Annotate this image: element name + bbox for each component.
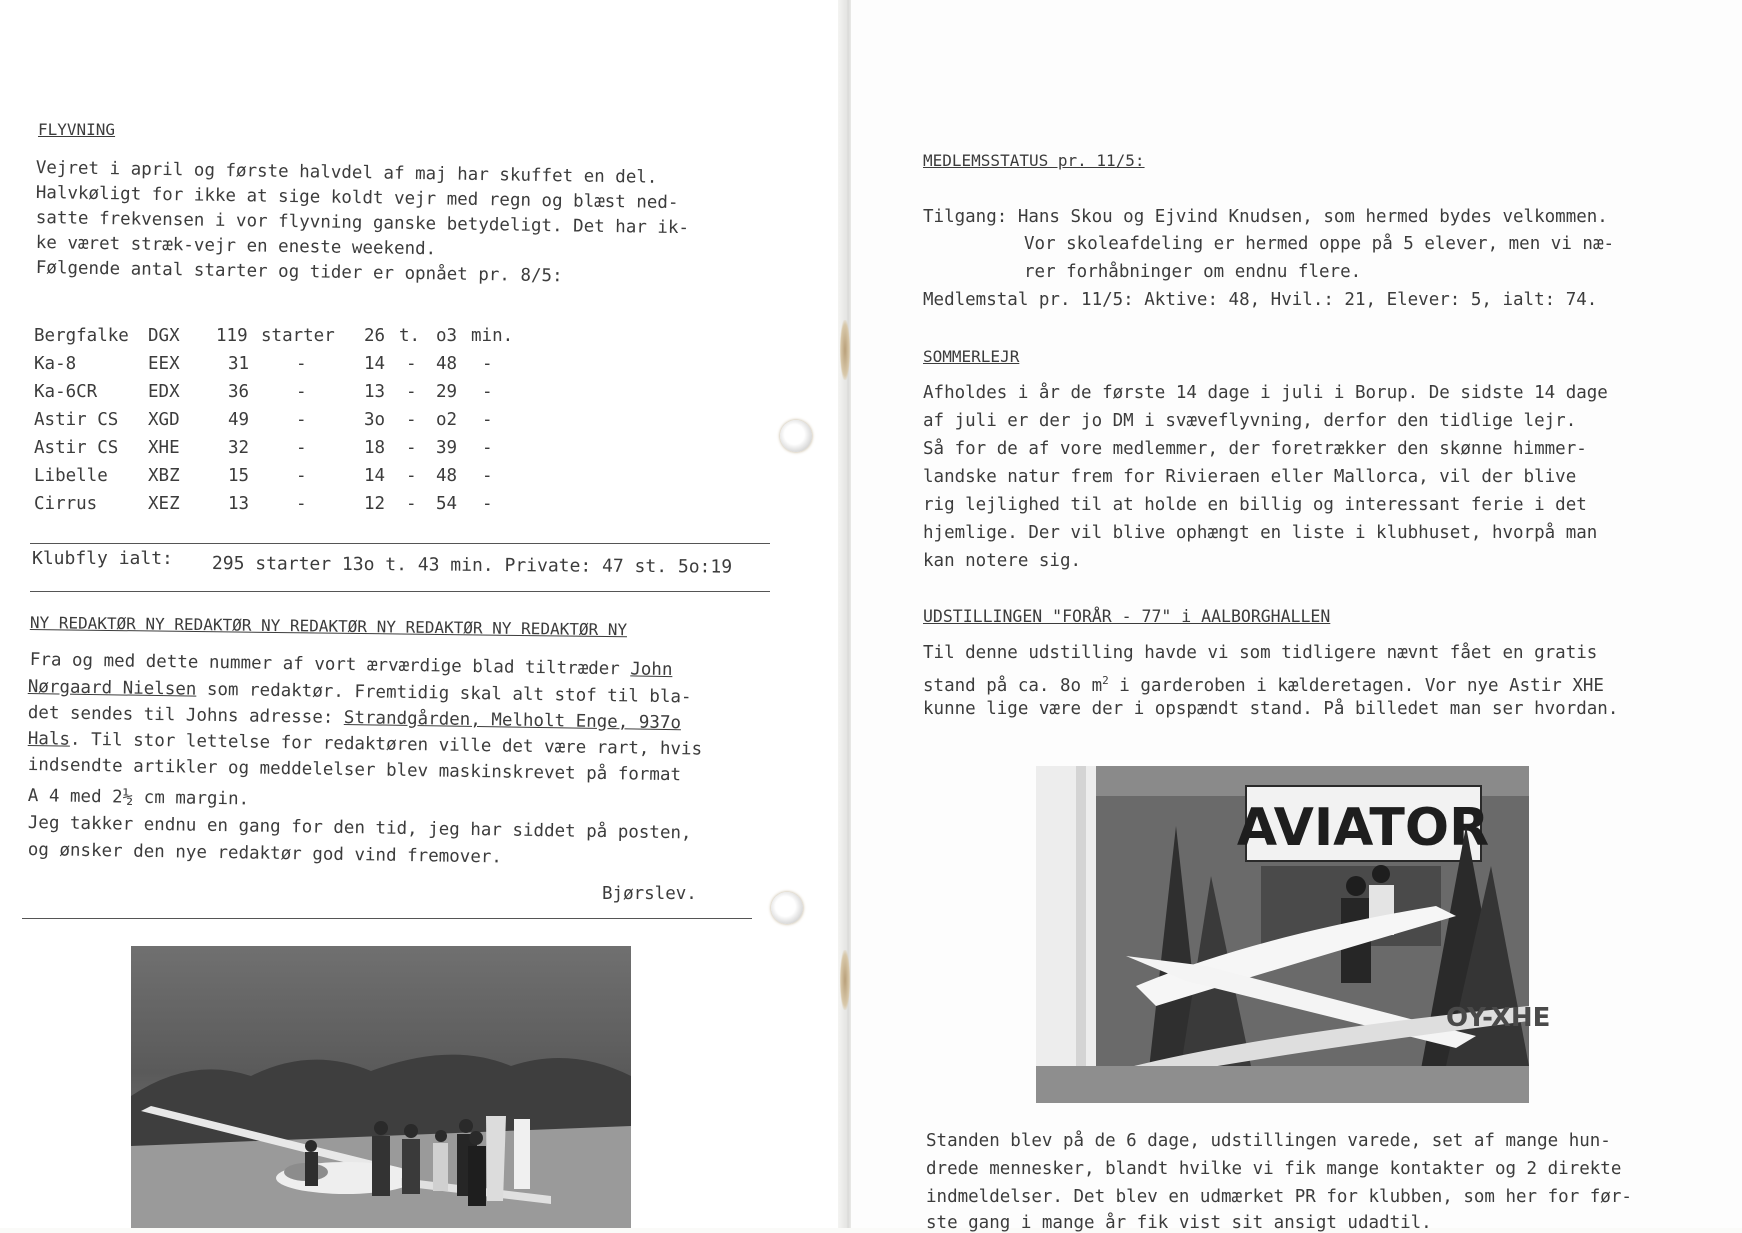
redaktor-line: indsendte artikler og meddelelser blev maskinskrevet på format [27, 755, 682, 786]
sommer-line: rig lejlighed til at holde en billig og interessant ferie i det [923, 495, 1587, 515]
medlem-line: rer forhåbninger om endnu flere. [1024, 262, 1362, 282]
text-run: cm margin. [133, 787, 250, 810]
section-divider [22, 918, 752, 919]
exhibition-illustration [1036, 766, 1551, 1103]
ditto-dash: - [296, 382, 307, 402]
ditto-dash: - [296, 410, 307, 430]
hours-value: 18 [364, 438, 386, 458]
fraction: ½ [122, 787, 134, 808]
glider-field-illustration [131, 946, 631, 1228]
udstilling-line: kunne lige være der i opspændt stand. På billedet man ser hvordan. [923, 699, 1619, 719]
hours-value: 12 [364, 494, 386, 514]
medlem-line: Medlemstal pr. 11/5: Aktive: 48, Hvil.: 21, Elever: 5, ialt: 74. [923, 290, 1598, 310]
hours-value: 13 [364, 382, 386, 402]
punch-hole [771, 892, 803, 924]
exhibition-photo [1036, 766, 1551, 1103]
klubfly-label: Klubfly ialt: [32, 548, 173, 569]
hours-value: 3o [364, 410, 386, 430]
redaktor-line [28, 703, 681, 733]
redaktor-line: Jeg takker endnu en gang for den tid, jeg har siddet på posten, [27, 813, 692, 844]
hours-value: 14 [364, 354, 386, 374]
medlem-heading: MEDLEMSSTATUS pr. 11/5: [923, 151, 1145, 170]
flight-stats-row [34, 406, 493, 434]
minutes-value: 54 [436, 494, 458, 514]
punch-hole [780, 420, 812, 452]
starts-value: 119 [216, 326, 248, 346]
redaktor-line: og ønsker den nye redaktør god vind fremover. [27, 840, 503, 868]
sommer-heading: SOMMERLEJR [923, 347, 1020, 366]
ditto-dash: - [406, 354, 417, 374]
ditto-dash: - [406, 410, 417, 430]
standen-line: indmeldelser. Det blev en udmærket PR for klubben, som her for før- [926, 1187, 1632, 1207]
minutes-value: 48 [436, 466, 458, 486]
flyvning-line: satte frekvensen i vor flyvning ganske betydeligt. Det har ik- [35, 208, 690, 239]
ditto-dash: - [482, 494, 493, 514]
klubfly-total: 295 starter 13o t. 43 min. Private: 47 st. 5o:19 [211, 553, 733, 578]
standen-line: Standen blev på de 6 dage, udstillingen varede, set af mange hun- [926, 1131, 1611, 1151]
ditto-dash: - [296, 438, 307, 458]
udstilling-line [923, 671, 1604, 696]
udstilling-line: Til denne udstilling havde vi som tidligere nævnt fået en gratis [923, 643, 1598, 663]
flyvning-line: Følgende antal starter og tider er opnået pr. 8/5: [35, 258, 563, 287]
starts-value: 13 [228, 494, 250, 514]
starts-value: 32 [228, 438, 250, 458]
minutes-value: o2 [436, 410, 458, 430]
glider-reg: XBZ [148, 466, 180, 486]
text-run: som redaktør. Fremtidig skal alt stof til bla- [196, 679, 692, 708]
sommer-line: kan notere sig. [923, 551, 1082, 571]
editor-name: Nørgaard Nielsen [27, 677, 197, 700]
flight-stats-row [34, 462, 493, 490]
section-divider [30, 591, 770, 592]
starts-value: 36 [228, 382, 250, 402]
sommer-line: Så for de af vore medlemmer, der foretrækker den skønne himmer- [923, 439, 1587, 459]
glider-type: Libelle [34, 466, 108, 486]
starts-value: 15 [228, 466, 250, 486]
ditto-dash: - [406, 382, 417, 402]
superscript: 2 [1102, 674, 1109, 687]
signature: Bjørslev. [602, 884, 697, 904]
ditto-dash: - [482, 354, 493, 374]
ditto-dash: - [482, 382, 493, 402]
glider-reg: EDX [148, 382, 180, 402]
ditto-dash: - [296, 494, 307, 514]
ditto-dash: - [296, 466, 307, 486]
binding-stain [840, 950, 850, 1010]
glider-type: Astir CS [34, 410, 119, 430]
flight-stats-row [34, 322, 514, 350]
redaktor-line [28, 677, 692, 707]
right-page [851, 0, 1742, 1233]
medlem-line: Vor skoleafdeling er hermed oppe på 5 elever, men vi næ- [1024, 234, 1615, 254]
minutes-value: 48 [436, 354, 458, 374]
sommer-line: hjemlige. Der vil blive ophængt en liste i klubhuset, hvorpå man [923, 523, 1598, 543]
redaktor-heading: NY REDAKTØR NY REDAKTØR NY REDAKTØR NY REDAKTØR NY REDAKTØR NY [29, 613, 628, 640]
hours-value: 14 [364, 466, 386, 486]
text-run: . Til stor lettelse for redaktøren ville det være rart, hvis [69, 729, 703, 760]
glider-reg: XGD [148, 410, 180, 430]
hours-value: 26 [364, 326, 386, 346]
text-run: Fra og med dette nummer af vort ærværdige blad tiltræder [29, 650, 631, 680]
flyvning-heading: FLYVNING [38, 120, 116, 139]
udstilling-heading: UDSTILLINGEN "FORÅR - 77" i AALBORGHALLEN [923, 607, 1331, 626]
standen-line: ste gang i mange år fik vist sit ansigt udadtil. [926, 1213, 1432, 1233]
medlem-line: Tilgang: Hans Skou og Ejvind Knudsen, som hermed bydes velkommen. [923, 207, 1608, 227]
glider-field-photo [131, 946, 631, 1228]
binding-stain [840, 320, 850, 380]
flyvning-line: ke været stræk-vejr en eneste weekend. [35, 233, 437, 260]
sommer-line: af juli er der jo DM i svæveflyvning, derfor den tidlige lejr. [923, 411, 1577, 431]
ditto-dash: - [482, 466, 493, 486]
flight-stats-row [34, 434, 493, 462]
editor-address: Strandgården, Melholt Enge, 937o [343, 707, 682, 734]
flyvning-line: Vejret i april og første halvdel af maj har skuffet en del. [35, 158, 658, 188]
flyvning-line: Halvkøligt for ikke at sige koldt vejr med regn og blæst ned- [35, 183, 679, 214]
ditto-dash: - [406, 466, 417, 486]
glider-registration: OY-XHE [1446, 1003, 1551, 1033]
glider-reg: EEX [148, 354, 180, 374]
minutes-value: o3 [436, 326, 458, 346]
redaktor-line [30, 650, 673, 680]
starts-label: starter [261, 326, 335, 346]
flight-stats-row [34, 490, 493, 518]
redaktor-line [28, 786, 250, 809]
editor-address: Hals [27, 729, 71, 750]
glider-reg: XEZ [148, 494, 180, 514]
glider-type: Astir CS [34, 438, 119, 458]
starts-value: 31 [228, 354, 250, 374]
text-run: i garderoben i kælderetagen. Vor nye Astir XHE [1108, 675, 1604, 696]
editor-name: John [630, 659, 673, 681]
ditto-dash: - [482, 438, 493, 458]
sommer-line: Afholdes i år de første 14 dage i juli i Borup. De sidste 14 dage [923, 383, 1608, 403]
redaktor-line [28, 729, 703, 760]
text-run: det sendes til Johns adresse: [27, 703, 345, 728]
minutes-value: 39 [436, 438, 458, 458]
text-run: stand på ca. 8o m [923, 675, 1103, 696]
glider-type: Ka-8 [34, 354, 77, 374]
hours-label: t. [399, 326, 421, 346]
glider-type: Bergfalke [34, 326, 129, 346]
ditto-dash: - [482, 410, 493, 430]
flight-stats-row [34, 350, 493, 378]
text-run: A 4 med 2 [27, 786, 123, 808]
flight-stats-table [34, 322, 514, 518]
glider-type: Ka-6CR [34, 382, 98, 402]
glider-reg: DGX [148, 326, 180, 346]
aviator-sign: AVIATOR [1236, 798, 1490, 858]
starts-value: 49 [228, 410, 250, 430]
ditto-dash: - [406, 494, 417, 514]
sommer-line: landske natur frem for Rivieraen eller Mallorca, vil der blive [923, 467, 1577, 487]
ditto-dash: - [406, 438, 417, 458]
minutes-value: 29 [436, 382, 458, 402]
section-divider [30, 543, 770, 544]
glider-reg: XHE [148, 438, 180, 458]
ditto-dash: - [296, 354, 307, 374]
flight-stats-row [34, 378, 493, 406]
minutes-label: min. [471, 326, 514, 346]
standen-line: drede mennesker, blandt hvilke vi fik mange kontakter og 2 direkte [926, 1159, 1622, 1179]
left-page [0, 0, 845, 1228]
glider-type: Cirrus [34, 494, 98, 514]
